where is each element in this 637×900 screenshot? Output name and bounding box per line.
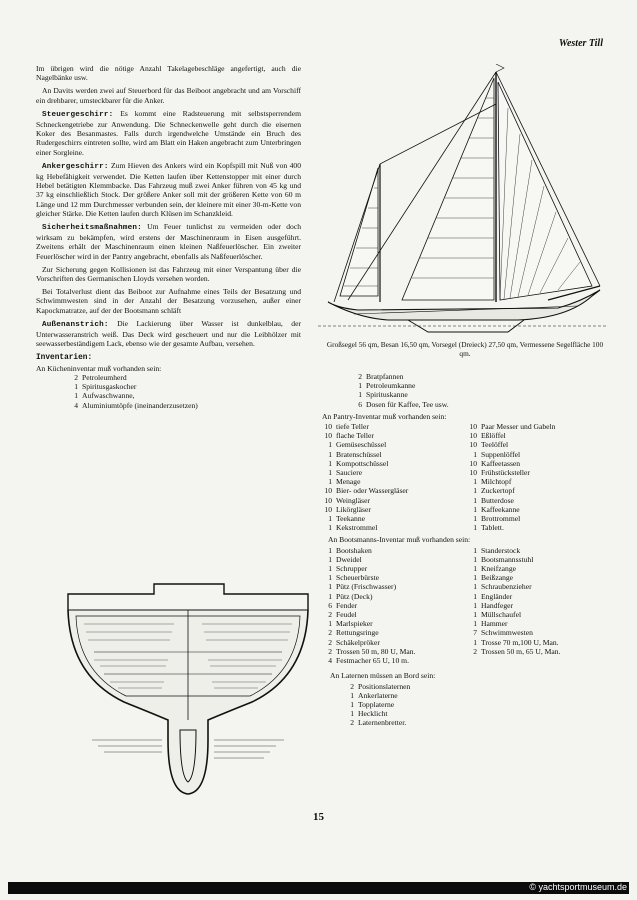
item-quantity: 2 — [328, 637, 332, 647]
item-name: flache Teller — [336, 431, 374, 441]
boatswain-list-left — [322, 546, 467, 666]
item-name: Kekstrommel — [336, 523, 378, 533]
item-quantity: 1 — [473, 554, 477, 564]
item-quantity: 1 — [328, 468, 332, 478]
item-quantity: 10 — [469, 440, 477, 450]
inventory-item — [322, 610, 467, 619]
inventory-item — [322, 459, 467, 468]
item-quantity: 1 — [473, 495, 477, 505]
inventory-item — [352, 400, 612, 409]
inventory-item — [322, 523, 467, 532]
paragraph-lead-term: Steuergeschirr: — [42, 110, 114, 119]
page-number: 15 — [313, 811, 324, 823]
item-quantity: 6 — [358, 399, 362, 409]
inventory-item — [467, 546, 612, 555]
inventory-item — [467, 582, 612, 591]
inventory-item — [467, 514, 612, 523]
item-name: Fender — [336, 600, 358, 610]
inventory-item — [322, 628, 467, 637]
item-quantity: 1 — [473, 600, 477, 610]
item-name: Frühstücksteller — [481, 468, 530, 478]
item-quantity: 2 — [473, 646, 477, 656]
inventory-item — [322, 647, 467, 656]
item-quantity: 10 — [324, 495, 332, 505]
item-quantity: 1 — [473, 637, 477, 647]
item-name: Positionslaternen — [358, 681, 411, 691]
item-name: Butterdose — [481, 495, 514, 505]
item-name: Kneifzange — [481, 564, 516, 574]
inventory-item — [322, 619, 467, 628]
item-quantity: 1 — [328, 545, 332, 555]
inventory-item — [344, 700, 612, 709]
paragraph-text: Zur Sicherung gegen Kollisionen ist das Fahrzeug mit einer Verspantung über die Vorschriften des Germanischen Lloyds versehen worden. — [36, 264, 301, 284]
item-quantity: 2 — [328, 628, 332, 638]
item-name: Dosen für Kaffee, Tee usw. — [366, 399, 449, 409]
inventory-item — [68, 391, 301, 400]
inventory-item — [344, 682, 612, 691]
item-quantity: 2 — [74, 372, 78, 382]
inventory-item — [352, 390, 612, 399]
paragraph-text: Bei Totalverlust dient das Beiboot zur Aufnahme eines Teils der Besatzung und Schwimmwesten sind in der Anzahl der Besatzung vorzusehen, außer einer Kapockmatratze, auf der der Bootsmann schläft — [36, 287, 301, 315]
inventory-item — [322, 564, 467, 573]
item-name: Paar Messer und Gabeln — [481, 422, 556, 432]
item-quantity: 10 — [324, 422, 332, 432]
paragraph-group — [36, 64, 301, 348]
lanterns-list — [344, 682, 612, 728]
inventory-heading: Inventarien: — [36, 354, 93, 363]
body-paragraph — [36, 109, 301, 157]
inventory-item — [322, 477, 467, 486]
item-name: Trosse 70 m,100 U, Man. — [481, 637, 559, 647]
pantry-list-right — [467, 422, 612, 532]
inventory-item — [322, 450, 467, 459]
right-inventory-column — [322, 372, 612, 728]
inventory-item — [467, 486, 612, 495]
item-name: Bootshaken — [336, 545, 372, 555]
item-name: Zuckertopf — [481, 486, 515, 496]
item-quantity: 1 — [473, 610, 477, 620]
item-quantity: 1 — [328, 440, 332, 450]
inventory-item — [322, 514, 467, 523]
paragraph-text: An Davits werden zwei auf Steuerbord für das Beiboot angebracht und am Vorschiff ein drehbarer, umsteckbarer für die Anker. — [36, 86, 301, 105]
paragraph-lead-term: Ankergeschirr: — [42, 162, 109, 171]
item-name: Hammer — [481, 619, 508, 629]
inventory-item — [352, 381, 612, 390]
inventory-item — [467, 422, 612, 431]
inventory-item — [467, 647, 612, 656]
inventory-item — [322, 496, 467, 505]
item-name: tiefe Teller — [336, 422, 369, 432]
item-name: Festmacher 65 U, 10 m. — [336, 656, 409, 666]
item-quantity: 6 — [328, 600, 332, 610]
item-quantity: 10 — [324, 504, 332, 514]
item-quantity: 1 — [473, 545, 477, 555]
item-quantity: 2 — [328, 610, 332, 620]
inventory-item — [322, 440, 467, 449]
running-header: Wester Till — [558, 38, 603, 49]
item-quantity: 2 — [358, 372, 362, 381]
item-quantity: 4 — [328, 656, 332, 666]
item-quantity: 1 — [328, 449, 332, 459]
item-quantity: 1 — [358, 381, 362, 391]
item-name: Schrupper — [336, 564, 368, 574]
inventory-item — [68, 382, 301, 391]
item-name: Marlspieker — [336, 619, 373, 629]
lanterns-heading: An Laternen müssen an Bord sein: — [330, 671, 436, 681]
item-name: Pütz (Frischwasser) — [336, 582, 397, 592]
inventory-item — [322, 601, 467, 610]
item-quantity: 1 — [350, 699, 354, 709]
item-quantity: 1 — [328, 619, 332, 629]
item-quantity: 1 — [350, 690, 354, 700]
boatswain-inventory-heading: An Bootsmanns-Inventar muß vorhanden sein: — [328, 535, 471, 545]
item-quantity: 1 — [473, 477, 477, 487]
inventory-item — [467, 619, 612, 628]
item-name: Schäkelpröker — [336, 637, 380, 647]
item-quantity: 1 — [473, 573, 477, 583]
item-name: Schwimmwesten — [481, 628, 533, 638]
item-quantity: 1 — [473, 486, 477, 496]
item-name: Eßlöffel — [481, 431, 506, 441]
item-name: Kaffeetassen — [481, 458, 521, 468]
item-name: Dweidel — [336, 554, 362, 564]
item-quantity: 1 — [328, 477, 332, 487]
item-name: Aluminiumtöpfe (ineinanderzusetzen) — [82, 400, 198, 410]
body-paragraph — [36, 265, 301, 283]
item-name: Ankerlaterne — [358, 690, 398, 700]
inventory-item — [467, 523, 612, 532]
item-name: Kaffeekanne — [481, 504, 520, 514]
item-quantity: 1 — [328, 458, 332, 468]
item-name: Gemüseschüssel — [336, 440, 387, 450]
inventory-item — [467, 628, 612, 637]
inventory-item — [467, 496, 612, 505]
item-name: Handfeger — [481, 600, 514, 610]
item-quantity: 1 — [473, 523, 477, 533]
item-quantity: 7 — [473, 628, 477, 638]
boatswain-list-right — [467, 546, 612, 666]
inventory-item — [322, 486, 467, 495]
figure-caption: Großsegel 56 qm, Besan 16,50 qm, Vorsegel (Dreieck) 27,50 qm, Vermessene Segelfläche 100 qm. — [326, 340, 604, 358]
inventory-item — [467, 459, 612, 468]
item-quantity: 2 — [350, 681, 354, 691]
item-name: Müllschaufel — [481, 610, 522, 620]
item-name: Bratenschüssel — [336, 449, 382, 459]
inventory-item — [467, 573, 612, 582]
inventory-item — [322, 555, 467, 564]
kitchen-inventory-intro: An Kücheninventar muß vorhanden sein: — [36, 363, 162, 373]
inventory-item — [467, 601, 612, 610]
inventory-item — [322, 431, 467, 440]
item-name: Teelöffel — [481, 440, 509, 450]
item-name: Pütz (Deck) — [336, 591, 373, 601]
item-quantity: 1 — [328, 573, 332, 583]
item-name: Weingläser — [336, 495, 370, 505]
item-quantity: 1 — [328, 514, 332, 524]
kitchen-inventory-continued — [352, 372, 612, 409]
body-paragraph — [36, 161, 301, 218]
item-name: Milchtopf — [481, 477, 512, 487]
paragraph-text: Zum Hieven des Ankers wird ein Kopfspill mit Nuß von 400 kg Hebefähigkeit verwendet. Die Ketten laufen über Kettenstopper mit einer durch Hebel betätigten Klemmbacke. Das Fahrzeug muß zwei Anker führen von 45 kg und 37 kg einschließlich Stock. Der größere Anker soll mit der größeren Kette von 60 m Länge und 12 mm Durchmesser verbunden sein, der kleinere mit einer 30-m-Kette von gleicher Stärke. Die Ketten laufen durch Klüsen im Schanzkleid. — [36, 160, 301, 218]
inventory-item — [322, 422, 467, 431]
sail-plan-drawing — [318, 64, 608, 338]
item-name: Menage — [336, 477, 361, 487]
item-name: Engländer — [481, 591, 513, 601]
item-name: Beißzange — [481, 573, 514, 583]
item-name: Kompottschüssel — [336, 458, 389, 468]
item-quantity: 10 — [469, 422, 477, 432]
inventory-item — [68, 373, 301, 382]
inventory-item — [344, 691, 612, 700]
item-name: Trossen 50 m, 65 U, Man. — [481, 646, 561, 656]
paragraph-text: Im übrigen wird die nötige Anzahl Takelagebeschläge angefertigt, auch die Nagelbänke usw. — [36, 64, 301, 83]
pantry-inventory-table — [322, 422, 612, 532]
inventory-item — [467, 477, 612, 486]
inventory-item — [467, 592, 612, 601]
body-paragraph — [36, 222, 301, 261]
item-name: Scheuerbürste — [336, 573, 380, 583]
body-paragraph — [36, 86, 301, 104]
inventory-item — [467, 555, 612, 564]
item-name: Feudel — [336, 610, 357, 620]
inventory-item — [467, 450, 612, 459]
item-quantity: 1 — [473, 582, 477, 592]
body-paragraph — [36, 64, 301, 82]
inventory-item — [322, 546, 467, 555]
item-name: Bratpfannen — [366, 372, 404, 381]
item-name: Topplaterne — [358, 699, 395, 709]
item-quantity: 2 — [328, 646, 332, 656]
hull-cross-section-drawing — [64, 580, 312, 802]
item-quantity: 4 — [74, 400, 78, 410]
item-quantity: 10 — [469, 468, 477, 478]
watermark-text: © yachtsportmuseum.de — [529, 882, 627, 892]
inventory-item — [322, 638, 467, 647]
item-name: Spirituskanne — [366, 390, 408, 400]
body-paragraph — [36, 287, 301, 315]
inventory-item — [352, 372, 612, 381]
paragraph-lead-term: Außenanstrich: — [42, 320, 109, 329]
inventory-item — [322, 582, 467, 591]
inventory-item — [467, 610, 612, 619]
kitchen-inventory-list — [68, 373, 301, 410]
item-quantity: 10 — [324, 486, 332, 496]
inventory-item — [344, 718, 612, 727]
inventory-item — [322, 468, 467, 477]
item-quantity: 1 — [328, 554, 332, 564]
item-name: Rettungsringe — [336, 628, 379, 638]
item-quantity: 1 — [328, 523, 332, 533]
item-name: Hecklicht — [358, 709, 388, 719]
inventory-item — [344, 709, 612, 718]
inventory-item — [467, 431, 612, 440]
item-name: Sauciere — [336, 468, 363, 478]
item-name: Brottrommel — [481, 514, 521, 524]
inventory-item — [467, 505, 612, 514]
item-quantity: 1 — [350, 709, 354, 719]
boatswain-inventory-table — [322, 546, 612, 666]
item-name: Petroleumherd — [82, 372, 127, 382]
item-quantity: 1 — [473, 564, 477, 574]
item-quantity: 10 — [469, 458, 477, 468]
item-name: Standerstock — [481, 545, 521, 555]
item-name: Suppenlöffel — [481, 449, 521, 459]
inventory-item — [68, 401, 301, 410]
item-name: Laternenbretter. — [358, 718, 407, 728]
inventory-item — [467, 638, 612, 647]
inventory-item — [322, 656, 467, 665]
item-quantity: 1 — [473, 591, 477, 601]
inventory-item — [467, 440, 612, 449]
item-name: Tablett. — [481, 523, 504, 533]
item-quantity: 1 — [328, 591, 332, 601]
item-quantity: 2 — [350, 718, 354, 728]
item-quantity: 1 — [473, 504, 477, 514]
item-quantity: 1 — [473, 619, 477, 629]
item-name: Schraubenzieher — [481, 582, 532, 592]
pantry-inventory-heading: An Pantry-Inventar muß vorhanden sein: — [322, 411, 447, 421]
item-name: Petroleumkanne — [366, 381, 416, 391]
pantry-list-left — [322, 422, 467, 532]
paragraph-text: Um Feuer tunlichst zu vermeiden oder doch wirksam zu bekämpfen, wird erstens der Maschinenraum in Eisen ausgeführt. Zweitens erhält der Maschinenraum einen kleinen Naßfeuerlöscher. Ein zweiter Feuerlöscher wird in der Pantry angebracht, ebenfalls als Naßfeuerlöscher. — [36, 222, 301, 261]
body-paragraph — [36, 319, 301, 349]
left-text-column — [36, 64, 301, 410]
item-name: Aufwaschwanne, — [82, 391, 135, 401]
item-quantity: 1 — [74, 382, 78, 392]
item-quantity: 1 — [328, 564, 332, 574]
item-quantity: 10 — [469, 431, 477, 441]
item-quantity: 1 — [74, 391, 78, 401]
item-quantity: 1 — [473, 514, 477, 524]
inventory-item — [322, 592, 467, 601]
item-name: Likörgläser — [336, 504, 371, 514]
paragraph-lead-term: Sicherheitsmaßnahmen: — [42, 224, 142, 233]
item-quantity: 1 — [328, 582, 332, 592]
item-quantity: 1 — [473, 449, 477, 459]
item-name: Bootsmannsstuhl — [481, 554, 534, 564]
item-quantity: 1 — [358, 390, 362, 400]
inventory-item — [322, 573, 467, 582]
item-quantity: 10 — [324, 431, 332, 441]
inventory-item — [467, 468, 612, 477]
inventory-item — [322, 505, 467, 514]
inventory-item — [467, 564, 612, 573]
item-name: Bier- oder Wassergläser — [336, 486, 409, 496]
paragraph-text: Die Lackierung über Wasser ist dunkelblau, der Unterwasseranstrich weiß. Das Deck wird gescheuert und nur die Leibhölzer mit seewasserbeständigem Lack, ebenso wie der gesamte Aufbau, versehen. — [36, 318, 301, 349]
item-name: Trossen 50 m, 80 U, Man. — [336, 646, 416, 656]
paragraph-text: Es kommt eine Radsteuerung mit selbstsperrendem Schneckengetriebe zur Anwendung. Die Schneckenwelle geht durch die eisernen Koker des Besanmastes. Falls durch irgendwelche Umstände ein Bruch des Rudergeschirrs eintreten sollte, wird am Blatt ein Haken angebracht zum Unterbringen einer Sorgleine. — [36, 108, 301, 157]
item-name: Spiritusgaskocher — [82, 382, 137, 392]
item-name: Teekanne — [336, 514, 365, 524]
